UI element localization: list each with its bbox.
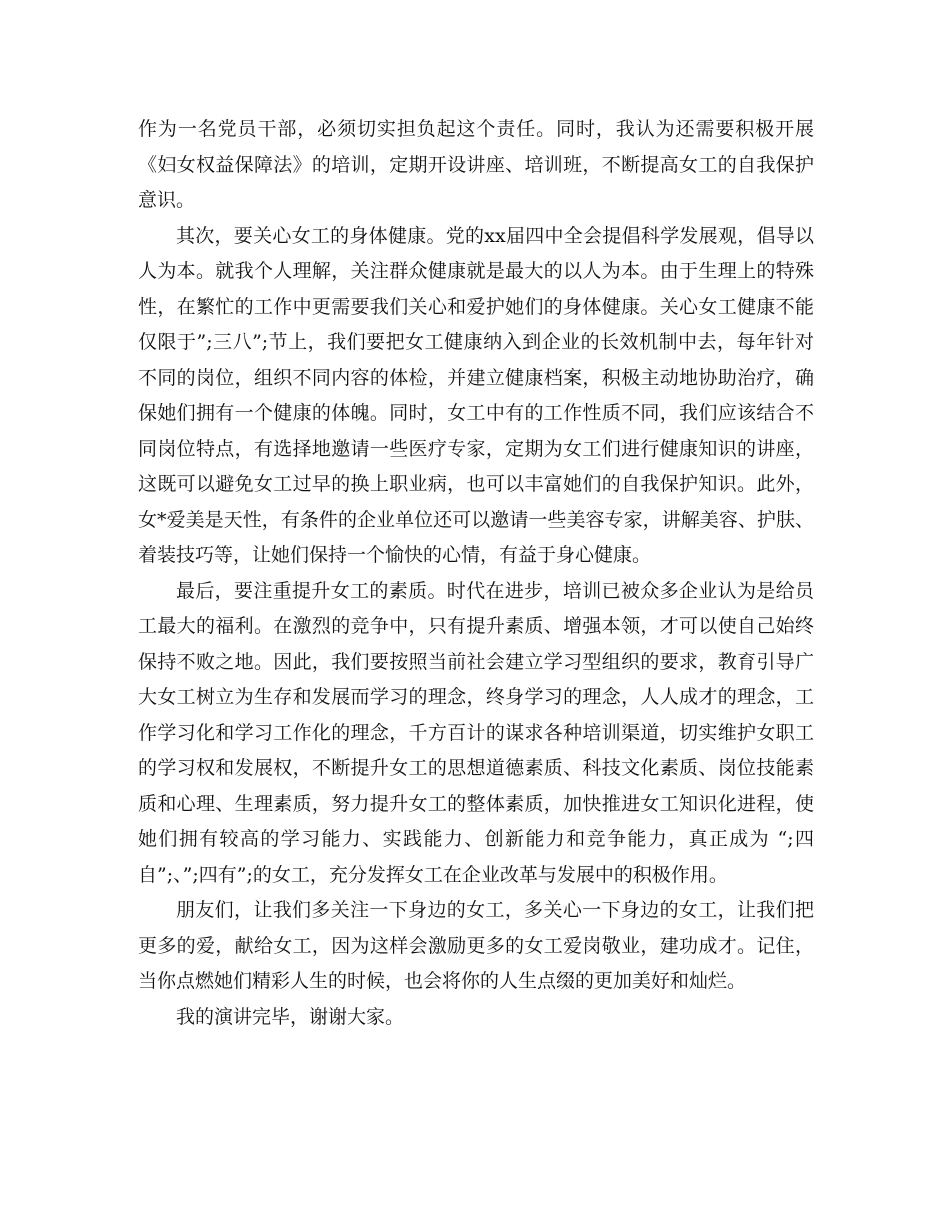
paragraph-quality: 最后，要注重提升女工的素质。时代在进步，培训已被众多企业认为是给员工最大的福利。在激烈的竞争中，只有提升素质、增强本领，才可以使自己始终保持不败之地。因此，我们要按照当前社会建立学习型组织的要求，教育引导广大女工树立为生存和发展而学习的理念，终身学习的理念，人人成才的理念，工作学习化和学习工作化的理念，千方百计的谋求各种培训渠道，切实维护女职工的学习权和发展权，不断提升女工的思想道德素质、科技文化素质、岗位技能素质和心理、生理素质，努力提升女工的整体素质，加快推进女工知识化进程，使她们拥有较高的学习能力、实践能力、创新能力和竞争能力，真正成为 “;四自”;、”;四有”;的女工，充分发挥女工在企业改革与发展中的积极作用。	[138, 579, 814, 886]
paragraph-closing: 我的演讲完毕，谢谢大家。	[176, 1005, 405, 1028]
document-body	[138, 112, 814, 1035]
paragraph-continuation: 作为一名党员干部，必须切实担负起这个责任。同时，我认为还需要积极开展《妇女权益保障法》的培训，定期开设讲座、培训班，不断提高女工的自我保护意识。	[138, 118, 814, 211]
paragraph-health: 其次，要关心女工的身体健康。党的xx届四中全会提倡科学发展观，倡导以人为本。就我个人理解，关注群众健康就是最大的以人为本。由于生理上的特殊性，在繁忙的工作中更需要我们关心和爱护她们的身体健康。关心女工健康不能仅限于”;三八”;节上，我们要把女工健康纳入到企业的长效机制中去，每年针对不同的岗位，组织不同内容的体检，并建立健康档案，积极主动地协助治疗，确保她们拥有一个健康的体魄。同时，女工中有的工作性质不同，我们应该结合不同岗位特点，有选择地邀请一些医疗专家，定期为女工们进行健康知识的讲座，这既可以避免女工过早的换上职业病，也可以丰富她们的自我保护知识。此外，女*爱美是天性，有条件的企业单位还可以邀请一些美容专家，讲解美容、护肤、着装技巧等，让她们保持一个愉快的心情，有益于身心健康。	[138, 224, 814, 566]
paragraph-friends: 朋友们，让我们多关注一下身边的女工，多关心一下身边的女工，让我们把更多的爱，献给女工，因为这样会激励更多的女工爱岗敬业，建功成才。记住，当你点燃她们精彩人生的时候，也会将你的人生点缀的更加美好和灿烂。	[138, 899, 814, 992]
